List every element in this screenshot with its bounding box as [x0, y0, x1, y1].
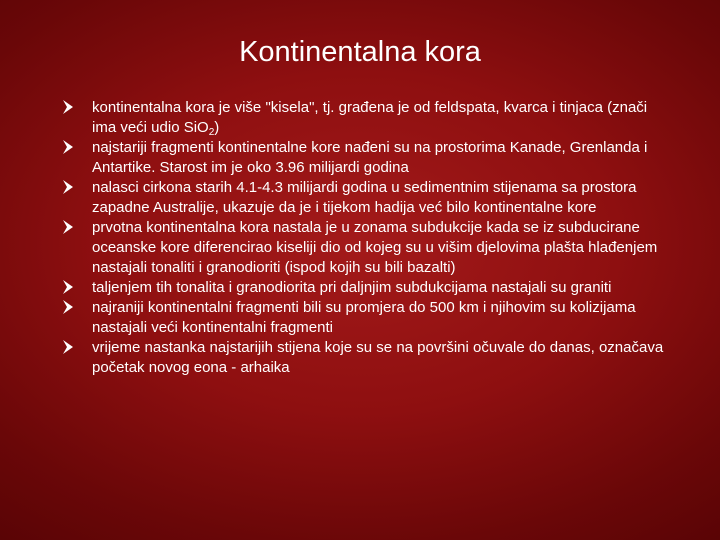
arrowhead-bullet-icon: [62, 339, 74, 355]
bullet-text-tail: ): [214, 119, 220, 136]
arrowhead-bullet-icon: [62, 219, 74, 235]
slide-title: Kontinentalna kora: [239, 36, 481, 68]
bullet-subscript: 2: [208, 127, 215, 138]
bullet-text: taljenjem tih tonalita i granodiorita pri daljnjim subdukcijama nastajali su graniti: [92, 279, 612, 296]
bullet-item: [62, 138, 674, 178]
arrowhead-bullet-icon: [62, 179, 74, 195]
arrowhead-bullet-icon: [62, 139, 74, 155]
bullet-text: kontinentalna kora je više "kisela", tj. građena je od feldspata, kvarca i tinjaca (znači ima veći udio SiO: [92, 99, 648, 136]
bullet-text: najstariji fragmenti kontinentalne kore nađeni su na prostorima Kanade, Grenlanda i Antartike. Starost im je oko 3.96 milijardi godina: [92, 139, 648, 176]
arrowhead-bullet-icon: [62, 299, 74, 315]
arrowhead-bullet-icon: [62, 99, 74, 115]
bullet-item: [62, 298, 674, 338]
bullet-item: [62, 218, 674, 278]
bullet-list: [62, 98, 674, 378]
bullet-text: nalasci cirkona starih 4.1-4.3 milijardi godina u sedimentnim stijenama sa prostora zapadne Australije, ukazuje da je i tijekom hadija već bilo kontinentalne kore: [92, 179, 637, 216]
bullet-item: [62, 178, 674, 218]
bullet-item: [62, 98, 674, 138]
bullet-text: najraniji kontinentalni fragmenti bili su promjera do 500 km i njihovim su kolizijama nastajali veći kontinentalni fragmenti: [92, 299, 636, 336]
bullet-item: [62, 278, 674, 298]
bullet-item: [62, 338, 674, 378]
arrowhead-bullet-icon: [62, 279, 74, 295]
bullet-text: vrijeme nastanka najstarijih stijena koje su se na površini očuvale do danas, označava početak novog eona - arhaika: [92, 339, 664, 376]
bullet-text: prvotna kontinentalna kora nastala je u zonama subdukcije kada se iz subducirane oceanske kore diferencirao kiseliji dio od kojeg su u višim djelovima plašta hlađenjem nastajali tonaliti i granodioriti (ispod kojih su bili bazalti): [92, 219, 658, 276]
